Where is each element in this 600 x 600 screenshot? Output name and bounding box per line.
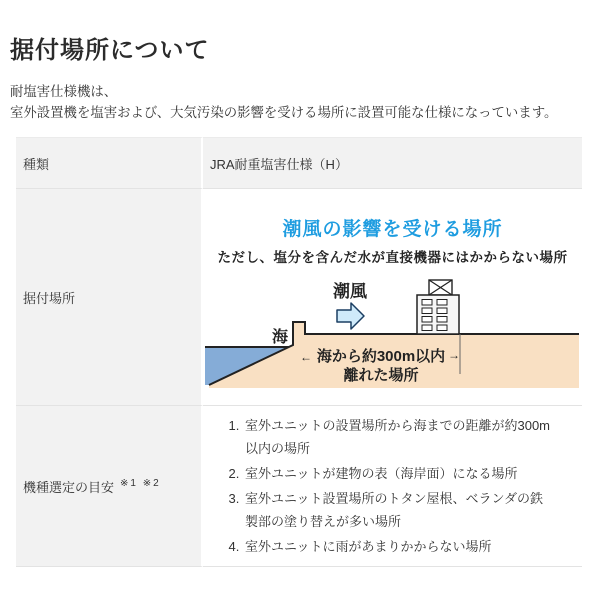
table-row-type (16, 137, 582, 189)
intro-text (10, 81, 590, 123)
spec-table (16, 137, 582, 567)
installation-headline: 潮風の影響を受ける場所 (282, 219, 503, 240)
seaside-diagram (203, 274, 580, 402)
wind-arrow-icon (337, 303, 364, 329)
row-value-type: JRA耐重塩害仕様（H） (203, 137, 582, 189)
building-icon (417, 280, 459, 334)
intro-line-2: 室外設置機を塩害および、大気汚染の影響を受ける場所に設置可能な仕様になっています。 (10, 105, 558, 120)
row-value-place (203, 189, 582, 406)
criteria-item-text: 室外ユニットに雨があまりかからない場所 (245, 539, 492, 554)
criteria-item-text: 室外ユニット設置場所のトタン屋根、ベランダの鉄製部の塗り替えが多い場所 (245, 491, 543, 529)
criteria-item-text: 室外ユニットが建物の表（海岸面）になる場所 (245, 466, 518, 481)
intro-line-1: 耐塩害仕様機は、 (10, 84, 118, 99)
row-header-place: 据付場所 (16, 189, 203, 406)
distance-label-line2: 離れた場所 (343, 367, 419, 384)
table-row-criteria (16, 406, 582, 567)
distance-arrow-left: ← (300, 350, 312, 364)
row-header-criteria (16, 406, 203, 567)
row-header-type: 種類 (16, 137, 203, 189)
criteria-item (243, 487, 558, 533)
installation-condition: ただし、塩分を含んだ水が直接機器にはかからない場所 (217, 250, 568, 265)
criteria-item (243, 535, 558, 558)
criteria-header-note: ※1 ※2 (120, 478, 161, 490)
criteria-list (210, 414, 558, 558)
criteria-header-label: 機種選定の目安 (23, 479, 115, 495)
criteria-item-text: 室外ユニットの設置場所から海までの距離が約300m以内の場所 (245, 418, 550, 456)
table-row-place (16, 189, 582, 406)
page-title: 据付場所について (10, 37, 210, 64)
sea-label: 海 (271, 329, 289, 346)
distance-arrow-right: → (448, 348, 460, 362)
criteria-item (243, 414, 558, 460)
installation-diagram (203, 274, 582, 405)
row-value-criteria (203, 406, 582, 567)
wind-label: 潮風 (333, 282, 367, 301)
criteria-item (243, 462, 558, 485)
distance-label-line1: 海から約300m以内 (316, 348, 446, 365)
